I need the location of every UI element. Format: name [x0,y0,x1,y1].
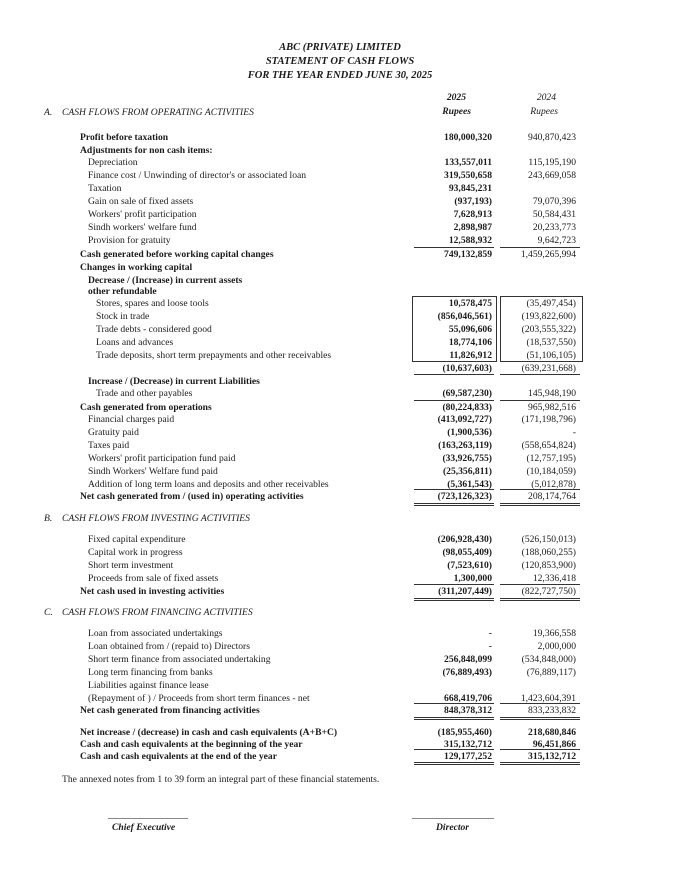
adjustment-row-label: Taxation [88,183,122,194]
rule [500,374,580,375]
adjustment-row-label: Gain on sale of fixed assets [88,196,194,207]
rule [414,703,494,704]
current-asset-row-label: Trade deposits, short term prepayments and other receivables [96,350,332,361]
chief-executive-label: Chief Executive [112,822,176,833]
summary-row-2025: (185,955,460) [437,727,492,738]
section-c-letter: C. [44,607,53,618]
signature-line-left [108,818,188,819]
summary-row-label: Net increase / (decrease) in cash and cash equivalents (A+B+C) [80,727,338,738]
net-operating-label: Net cash generated from / (used in) operating activities [80,491,304,502]
double-rule [500,598,580,601]
rule [414,489,494,490]
investing-row-2025: (7,523,610) [447,560,492,571]
current-asset-row-2025: (856,046,561) [437,311,492,322]
double-rule [414,598,494,601]
double-rule [414,503,494,506]
decrease-title: Decrease / (Increase) in current assets [88,275,243,286]
rule [500,247,580,248]
period-title: FOR THE YEAR ENDED JUNE 30, 2025 [247,70,433,81]
summary-row-2024: 315,132,712 [528,751,576,762]
rule [414,400,494,401]
financing-row-2024: 19,366,558 [532,628,576,639]
investing-row-label: Short term investment [88,560,174,571]
financing-row-2025: (76,889,493) [442,667,492,678]
investing-row-2024: (526,150,013) [521,534,576,545]
col-2025-unit: Rupees [442,106,471,117]
increase-title: Increase / (Decrease) in current Liabilities [88,376,260,387]
financing-row-2024: (534,848,000) [521,654,576,665]
assets-total-2025: (10,637,603) [442,363,492,374]
rule [500,584,580,585]
investing-row-2024: (188,060,255) [521,547,576,558]
cash-before-wc-2024: 1,459,265,994 [520,249,576,260]
annexed-note: The annexed notes from 1 to 39 form an integral part of these financial statements. [62,774,380,785]
rule [500,400,580,401]
current-asset-row-label: Loans and advances [96,337,174,348]
profit-2025: 180,000,320 [444,132,492,143]
double-rule [414,762,494,765]
financing-row-label: Loan from associated undertakings [88,628,223,639]
adjustment-row-2024: 115,195,190 [528,157,576,168]
net-financing-label: Net cash generated from financing activities [80,705,260,716]
net-operating-2024: 208,174,764 [528,491,576,502]
current-asset-row-2024: (35,497,454) [526,298,576,309]
investing-row-label: Capital work in progress [88,547,183,558]
financing-row-label: Long term financing from banks [88,667,213,678]
financing-row-2024: 1,423,604,391 [520,693,576,704]
adjustment-row-label: Finance cost / Unwinding of director's or associated loan [88,170,307,181]
summary-row-label: Cash and cash equivalents at the beginning of the year [80,739,303,750]
net-financing-2024: 833,233,832 [528,705,576,716]
cash-before-wc-label: Cash generated before working capital changes [80,249,274,260]
payment-row-2024: (10,184,059) [526,466,576,477]
financing-row-2025: 668,419,706 [444,693,492,704]
adjustment-row-2025: 7,628,913 [453,209,492,220]
net-investing-2025: (311,207,449) [438,586,492,597]
summary-row-2025: 315,132,712 [444,739,492,750]
summary-row-2024: 96,451,866 [532,739,576,750]
col-2024-year: 2024 [536,92,556,103]
current-asset-row-2025: 11,826,912 [449,350,492,361]
current-asset-row-label: Trade debts - considered good [96,324,212,335]
current-asset-row-2025: 55,096,606 [448,324,492,335]
summary-row-label: Cash and cash equivalents at the end of the year [80,751,277,762]
payment-row-label: Workers' profit participation fund paid [88,453,236,464]
adjustment-row-2024: 243,669,058 [528,170,576,181]
financing-row-label: Short term finance from associated undertaking [88,654,271,665]
rule [500,703,580,704]
decrease-title-2: other refundable [88,286,157,297]
profit-label: Profit before taxation [80,132,169,143]
profit-2024: 940,870,423 [528,132,576,143]
payment-row-label: Financial charges paid [88,414,175,425]
cash-before-wc-2025: 749,132,859 [444,249,492,260]
investing-row-label: Proceeds from sale of fixed assets [88,573,219,584]
payment-row-label: Addition of long term loans and deposits and other receivables [88,479,329,490]
payment-row-2025: (5,361,543) [447,479,492,490]
payment-row-2024: (5,012,878) [531,479,576,490]
statement-title: STATEMENT OF CASH FLOWS [265,56,415,67]
cash-from-ops-label: Cash generated from operations [80,402,212,413]
investing-row-label: Fixed capital expenditure [88,534,186,545]
investing-row-2024: 12,336,418 [532,573,576,584]
cash-from-ops-2025: (80,224,833) [442,402,492,413]
double-rule [500,762,580,765]
rule [414,374,494,375]
summary-row-2024: 218,680,846 [528,727,576,738]
payment-row-2025: (163,263,119) [438,440,492,451]
rule [414,247,494,248]
double-rule [500,717,580,720]
net-financing-2025: 848,378,312 [444,705,492,716]
payment-row-2024: (558,654,824) [521,440,576,451]
company-name: ABC (PRIVATE) LIMITED [279,42,401,53]
double-rule [414,717,494,720]
financing-row-label: (Repayment of ) / Proceeds from short term finances - net [88,693,310,704]
payment-row-2024: - [572,427,576,438]
adjustment-row-2025: 93,845,231 [448,183,492,194]
director-label: Director [436,822,470,833]
payment-row-label: Gratuity paid [88,427,139,438]
financing-row-2025: - [488,641,492,652]
adjustment-row-2024: 50,584,431 [532,209,576,220]
adjustment-row-2025: 2,898,987 [453,222,492,233]
investing-row-2025: (206,928,430) [437,534,492,545]
investing-row-2025: (98,055,409) [442,547,492,558]
adjustment-row-label: Depreciation [88,157,138,168]
adjustment-row-2024: 9,642,723 [537,235,576,246]
payment-row-2025: (33,926,755) [442,453,492,464]
adjustment-row-2024: 79,070,396 [532,196,576,207]
financing-row-2025: - [488,628,492,639]
investing-row-2024: (120,853,900) [521,560,576,571]
adjustment-row-2024: 20,233,773 [532,222,576,233]
section-a-letter: A. [44,107,53,118]
signature-line-right [412,818,494,819]
current-asset-row-2024: (18,537,550) [526,337,576,348]
financing-row-label: Loan obtained from / (repaid to) Directors [88,641,250,652]
current-asset-row-label: Stock in trade [96,311,150,322]
payment-row-2024: (12,757,195) [526,453,576,464]
trade-payables-2025: (69,587,230) [442,388,492,399]
adjustment-row-2025: (937,193) [454,196,492,207]
net-investing-2024: (822,727,750) [521,586,576,597]
adjustment-row-2025: 12,588,932 [448,235,492,246]
changes-title: Changes in working capital [80,262,193,273]
adjustments-title: Adjustments for non cash items: [80,145,213,156]
net-operating-2025: (723,126,323) [437,491,492,502]
financing-row-2025: 256,848,099 [444,654,492,665]
financing-row-2024: (76,889,117) [526,667,576,678]
rule [414,749,494,750]
financing-row-2024: 2,000,000 [537,641,576,652]
payment-row-2025: (413,092,727) [437,414,492,425]
rule [500,489,580,490]
section-b-title: CASH FLOWS FROM INVESTING ACTIVITIES [62,513,250,524]
assets-total-2024: (639,231,668) [521,363,576,374]
current-asset-row-2024: (203,555,322) [521,324,576,335]
section-b-letter: B. [44,513,53,524]
payment-row-2024: (171,198,796) [521,414,576,425]
current-asset-row-2024: (193,822,600) [521,311,576,322]
rule [414,584,494,585]
adjustment-row-label: Provision for gratuity [88,235,171,246]
section-c-title: CASH FLOWS FROM FINANCING ACTIVITIES [62,607,253,618]
current-asset-row-label: Stores, spares and loose tools [96,298,209,309]
investing-row-2025: 1,300,000 [453,573,492,584]
current-asset-row-2025: 18,774,106 [448,337,492,348]
adjustment-row-2025: 133,557,011 [444,157,492,168]
payment-row-2025: (1,900,536) [447,427,492,438]
summary-row-2025: 129,177,252 [444,751,492,762]
current-asset-row-2025: 10,578,475 [448,298,492,309]
col-2025-year: 2025 [446,92,466,103]
double-rule [500,503,580,506]
trade-payables-label: Trade and other payables [96,388,193,399]
rule [500,749,580,750]
payment-row-2025: (25,356,811) [442,466,492,477]
adjustment-row-2025: 319,550,658 [444,170,492,181]
current-asset-row-2024: (51,106,105) [526,350,576,361]
cash-from-ops-2024: 965,982,516 [528,402,576,413]
col-2024-unit: Rupees [530,106,558,117]
payment-row-label: Taxes paid [88,440,130,451]
trade-payables-2024: 145,948,190 [528,388,576,399]
adjustment-row-label: Workers' profit participation [88,209,197,220]
net-investing-label: Net cash used in investing activities [80,586,225,597]
payment-row-label: Sindh Workers' Welfare fund paid [88,466,218,477]
section-a-title: CASH FLOWS FROM OPERATING ACTIVITIES [62,107,254,118]
financing-row-label: Liabilities against finance lease [88,680,209,691]
adjustment-row-label: Sindh workers' welfare fund [88,222,197,233]
